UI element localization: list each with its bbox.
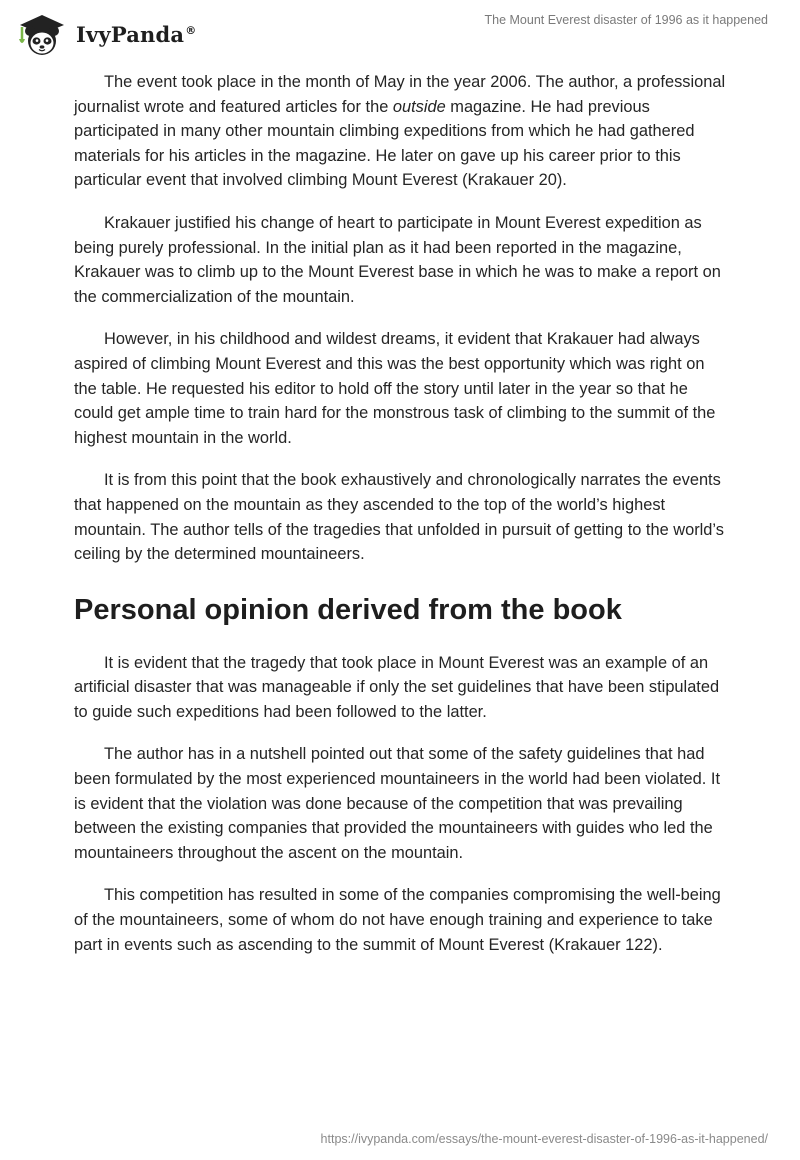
source-url[interactable]: https://ivypanda.com/essays/the-mount-everest-disaster-of-1996-as-it-happened/ xyxy=(320,1132,768,1146)
paragraph: It is evident that the tragedy that took place in Mount Everest was an example of an artificial disaster that was manageable if only the set guidelines that have been stipulated to guide such expeditions had been followed to the latter. xyxy=(74,653,720,721)
emphasized-text: outside xyxy=(392,97,446,116)
paragraph: It is from this point that the book exhaustively and chronologically narrates the events that happened on the mountain as they ascended to the top of the world’s highest mountain. The author tells of the tragedies that unfolded in pursuit of getting to the world’s ceiling by the determined mountaineers. xyxy=(74,471,724,564)
document-title: The Mount Everest disaster of 1996 as it happened xyxy=(484,13,768,27)
logo-wordmark: IvyPanda® xyxy=(76,21,197,47)
paragraph: However, in his childhood and wildest dreams, it evident that Krakauer had always aspired of climbing Mount Everest and this was the best opportunity which was right on the table. He requested his editor to hold off the story until later in the year so that he could get ample time to train hard for the monstrous task of climbing to the summit of the highest mountain in the world. xyxy=(74,330,716,447)
paragraph: Krakauer justified his change of heart to participate in Mount Everest expedition as being purely professional. In the initial plan as it had been reported in the magazine, Krakauer was to climb up to the Mount Everest base in which he was to make a report on the commercialization of the mountain. xyxy=(74,213,721,306)
panda-graduation-cap-icon xyxy=(16,9,68,57)
paragraph: The event took place in the month of May in the year 2006. The author, a professional journalist wrote and featured articles for the outside magazine. He had previous participated in many other mountain climbing expeditions from which he had gathered materials for his articles in the magazine. He later on gave up his career prior to this particular event that involved climbing Mount Everest (Krakauer 20). xyxy=(74,73,726,190)
registered-mark: ® xyxy=(185,23,197,37)
paragraph: The author has in a nutshell pointed out that some of the safety guidelines that had been formulated by the most experienced mountaineers in the world had been violated. It is evident that the violation was done because of the competition that was prevailing between the existing companies that provided the mountaineers with guides who led the mountaineers throughout the ascent on the mountain. xyxy=(74,745,721,862)
section-heading: Personal opinion derived from the book xyxy=(74,593,622,626)
page-header xyxy=(0,0,800,64)
essay-body xyxy=(74,70,726,975)
ivypanda-logo[interactable] xyxy=(16,9,196,57)
paragraph: This competition has resulted in some of the companies compromising the well-being of the mountaineers, some of whom do not have enough training and experience to take part in events such as ascending to the summit of Mount Everest (Krakauer 122). xyxy=(74,886,721,954)
